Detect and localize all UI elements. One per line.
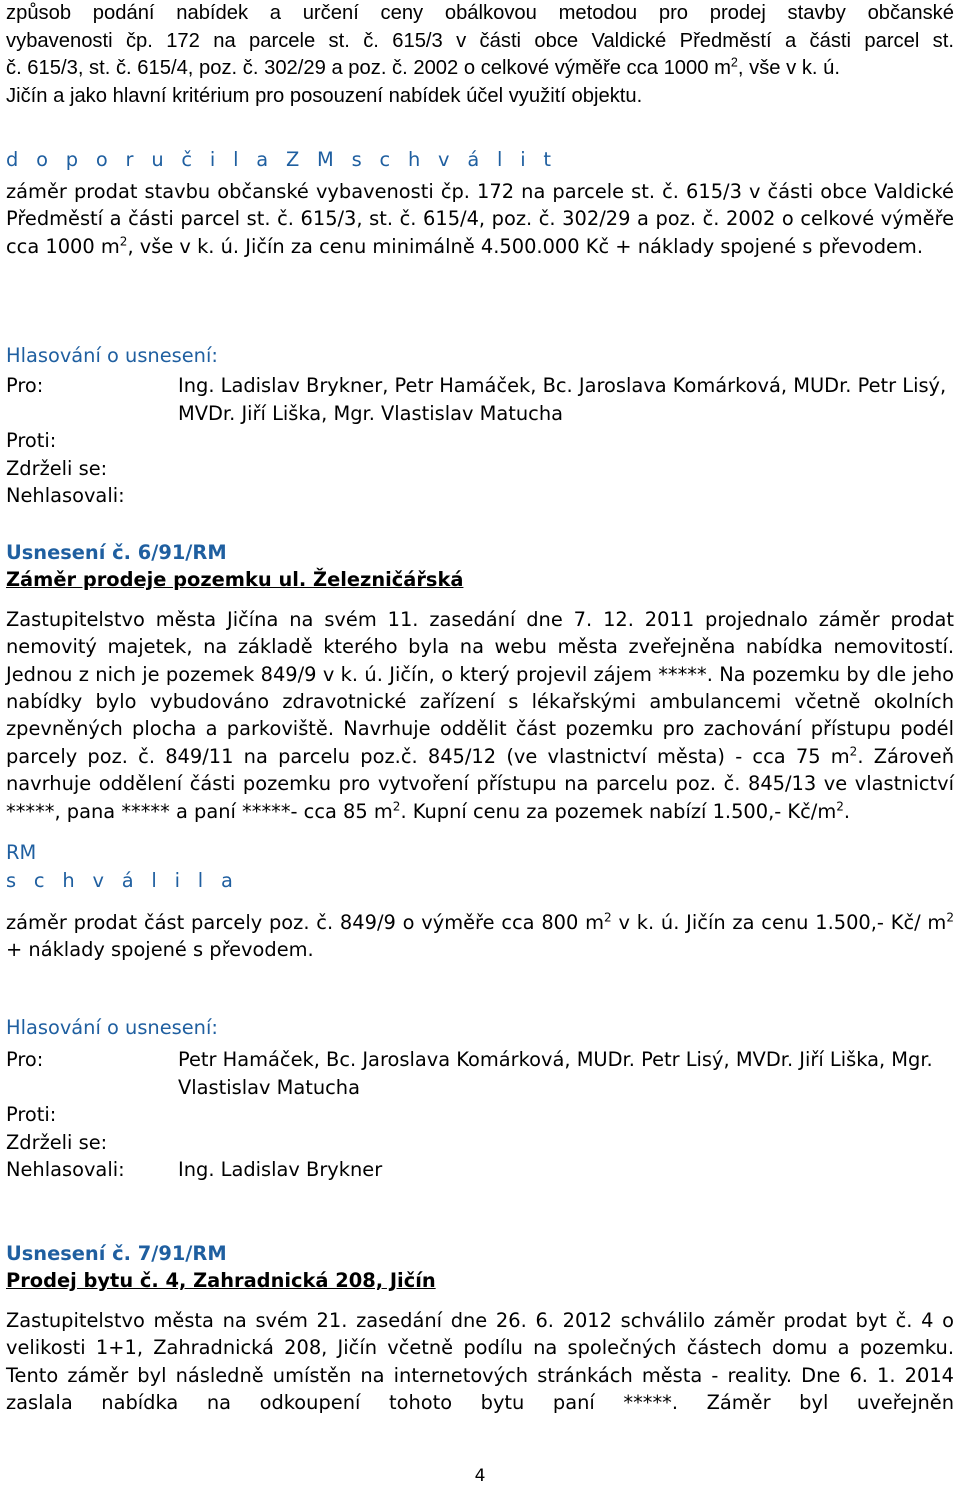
intro-line: vybavenosti čp. 172 na parcele st. č. 615/3 v části obce Valdické Předměstí a části parcel st. [6, 29, 954, 52]
resolution-body: Zastupitelstvo města Jičína na svém 11. zasedání dne 7. 12. 2011 projednalo záměr prodat nemovitý majetek, na základě kterého byla na webu města zveřejněna nabídka nemovitostí. Jednou z nich je pozemek 849/9 v k. ú. Jičín, o který projevil zájem *****. Na pozemku by dle jeho nabídky bylo vybudováno zdravotnické zařízení s lékařskými ambulancemi včetně okolních zpevněných plocha a parkoviště. Navrhuje oddělit část pozemku pro zachování přístupu podél parcely poz. č. 849/11 na parcelu poz.č. 845/12 (ve vlastnictví města) - cca 75 $m^2$. Zároveň navrhuje oddělení části pozemku pro vytvoření přístupu na parcelu poz. č. 845/13 ve vlastnictví *****, pana ***** a paní *****- cca 85 $m^2$. Kupní cenu za pozemek nabízí 1.500,- $Kč/m^2$. [6, 607, 954, 823]
vote-label-proti: Proti: [6, 1103, 57, 1127]
vote-label-pro: Pro: [6, 374, 44, 398]
resolution-body: Zastupitelstvo města na svém 21. zasedání dne 26. 6. 2012 schválilo záměr prodat byt č. 4 o velikosti 1+1, Zahradnická 208, Jičín včetně podílu na společných částech domu a pozemku. Tento záměr byl následně umístěn na internetových stránkách města - reality. Dne 6. 1. 2014 zaslala nabídka na odkoupení tohoto bytu paní *****. Záměr byl uveřejněn [6, 1308, 954, 1415]
vote-row-nehlasovali [6, 1156, 954, 1183]
recommendation-block [6, 146, 954, 173]
vote-row-zdrzeli [6, 1129, 954, 1156]
vote-row-proti [6, 427, 954, 454]
page-number: 4 [474, 1466, 486, 1486]
vote-label-nehlasovali: Nehlasovali: [6, 484, 125, 508]
vote-heading: Hlasování o usnesení: [6, 344, 218, 367]
vote-label-pro: Pro: [6, 1048, 44, 1072]
vote-row-zdrzeli [6, 455, 954, 482]
resolution-title: Prodej bytu č. 4, Zahradnická 208, Jičín [6, 1269, 436, 1293]
vote-names-nehlasovali: Ing. Ladislav Brykner [178, 1158, 383, 1182]
intro-line: způsob podání nabídek a určení ceny obálkovou metodou pro prodej stavby občanské [6, 2, 954, 24]
vote-row-nehlasovali [6, 482, 954, 509]
intro-paragraph [6, 0, 954, 110]
vote-label-nehlasovali: Nehlasovali: [6, 1158, 125, 1182]
resolution-number: Usnesení č. 7/91/RM [6, 1242, 227, 1265]
vote-heading: Hlasování o usnesení: [6, 1016, 218, 1039]
intro-line: Jičín a jako hlavní kritérium pro posouzení nabídek účel využití objektu. [6, 84, 643, 107]
vote-label-zdrzeli: Zdrželi se: [6, 456, 108, 480]
vote-label-proti: Proti: [6, 429, 57, 453]
resolution-6 [6, 539, 954, 964]
recommendation-keyword: d o p o r u č i l a Z M s c h v á l i t [6, 148, 557, 171]
vote-label-zdrzeli: Zdrželi se: [6, 1130, 108, 1154]
vote-block [6, 1014, 954, 1183]
resolution-title: Záměr prodeje pozemku ul. Železničářská [6, 568, 464, 592]
vote-row-pro [6, 372, 954, 427]
vote-block [6, 342, 954, 509]
decision-text: záměr prodat část parcely poz. č. 849/9 o výměře cca 800 $m^2$ v k. ú. Jičín za cenu 1.500,- Kč/ $m^2$ + náklady spojené s převodem. [6, 910, 954, 962]
vote-names-pro: Petr Hamáček, Bc. Jaroslava Komárková, MUDr. Petr Lisý, MVDr. Jiří Liška, Mgr. Vlastislav Matucha [178, 1048, 933, 1099]
vote-row-pro [6, 1046, 954, 1101]
vote-names-pro: Ing. Ladislav Brykner, Petr Hamáček, Bc. Jaroslava Komárková, MUDr. Petr Lisý, MVDr. Jiří Liška, Mgr. Vlastislav Matucha [178, 374, 947, 425]
resolution-7 [6, 1240, 954, 1416]
resolution-number: Usnesení č. 6/91/RM [6, 541, 227, 564]
intro-line: č. 615/3, st. č. 615/4, poz. č. 302/29 a poz. č. 2002 o celkové výměře cca 1000 $m^2$, vše v k. ú. [6, 55, 840, 80]
vote-row-proti [6, 1101, 954, 1128]
recommendation-text: záměr prodat stavbu občanské vybavenosti čp. 172 na parcele st. č. 615/3 v části obce Valdické Předměstí a části parcel st. č. 615/3, st. č. 615/4, poz. č. 302/29 a poz. č. 2002 o celkové výměře cca 1000 $m^2$, vše v k. ú. Jičín za cenu minimálně 4.500.000 Kč + náklady spojené s převodem. [6, 180, 954, 258]
council-label: RM [6, 841, 37, 865]
decision-keyword: s c h v á l i l a [6, 869, 239, 893]
